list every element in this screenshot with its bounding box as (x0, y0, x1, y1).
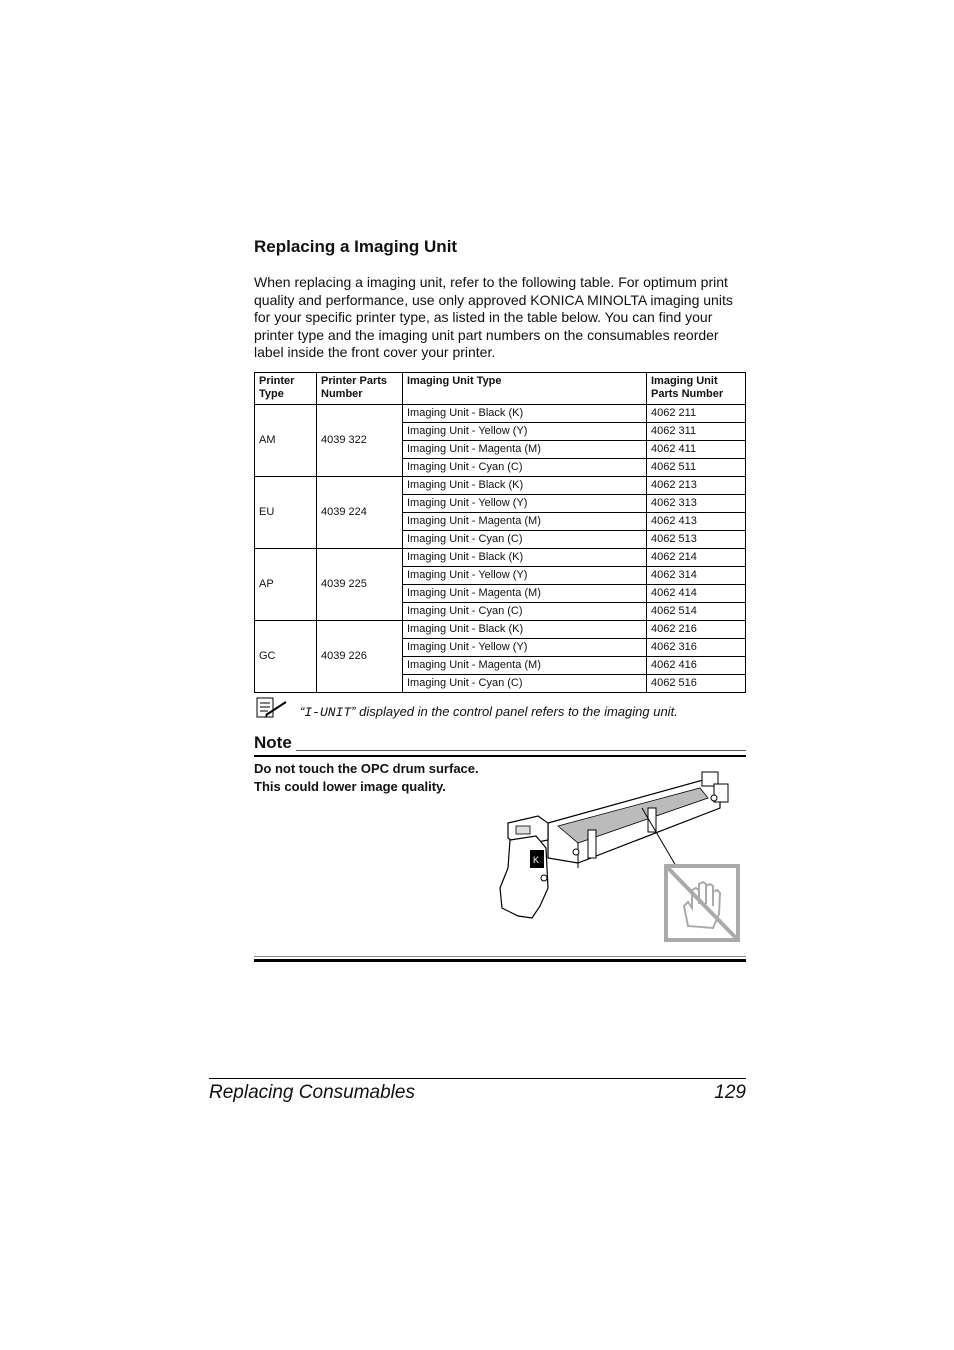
cell-imaging-unit-type: Imaging Unit - Cyan (C) (403, 603, 647, 621)
footer-page-number: 129 (714, 1082, 746, 1103)
note-rule-thin (296, 750, 746, 751)
cell-imaging-unit-type: Imaging Unit - Magenta (M) (403, 441, 647, 459)
cell-imaging-unit-type: Imaging Unit - Magenta (M) (403, 513, 647, 531)
cell-imaging-unit-type: Imaging Unit - Cyan (C) (403, 531, 647, 549)
cell-imaging-unit-type: Imaging Unit - Yellow (Y) (403, 423, 647, 441)
header-imaging-unit-type: Imaging Unit Type (403, 373, 647, 405)
note-bottom-rule-thin (254, 956, 746, 957)
cell-imaging-unit-parts-number: 4062 513 (647, 531, 746, 549)
cell-imaging-unit-parts-number: 4062 314 (647, 567, 746, 585)
note-rule-thick (254, 755, 746, 757)
cell-imaging-unit-type: Imaging Unit - Yellow (Y) (403, 567, 647, 585)
cell-imaging-unit-parts-number: 4062 511 (647, 459, 746, 477)
cell-printer-parts-number: 4039 226 (317, 621, 403, 693)
cell-imaging-unit-parts-number: 4062 414 (647, 585, 746, 603)
cell-printer-type: AM (255, 405, 317, 477)
cell-imaging-unit-type: Imaging Unit - Black (K) (403, 405, 647, 423)
tip-open-quote: “ (300, 704, 305, 719)
tip-rest: ” displayed in the control panel refers to the imaging unit. (351, 704, 678, 719)
notepad-pencil-icon (256, 697, 288, 719)
cell-imaging-unit-parts-number: 4062 413 (647, 513, 746, 531)
cell-imaging-unit-parts-number: 4062 311 (647, 423, 746, 441)
cell-imaging-unit-parts-number: 4062 316 (647, 639, 746, 657)
illustration-k-label: K (533, 855, 540, 865)
cell-printer-parts-number: 4039 224 (317, 477, 403, 549)
cell-printer-parts-number: 4039 225 (317, 549, 403, 621)
cell-imaging-unit-type: Imaging Unit - Black (K) (403, 549, 647, 567)
cell-imaging-unit-parts-number: 4062 313 (647, 495, 746, 513)
parts-table (254, 372, 746, 693)
table-header-row (255, 373, 746, 405)
cell-printer-type: AP (255, 549, 317, 621)
note-heading: Note (254, 733, 292, 752)
cell-imaging-unit-type: Imaging Unit - Black (K) (403, 477, 647, 495)
footer-chapter: Replacing Consumables (209, 1082, 415, 1103)
table-body (255, 405, 746, 693)
cell-imaging-unit-parts-number: 4062 213 (647, 477, 746, 495)
cell-imaging-unit-parts-number: 4062 416 (647, 657, 746, 675)
header-printer-parts-number: Printer Parts Number (317, 373, 403, 405)
table-row (255, 549, 746, 567)
cell-printer-type: EU (255, 477, 317, 549)
table-row (255, 621, 746, 639)
cell-imaging-unit-parts-number: 4062 211 (647, 405, 746, 423)
tip-code: I-UNIT (304, 705, 352, 720)
note-warning-text: Do not touch the OPC drum surface. This could lower image quality. (254, 761, 479, 794)
tip-text (300, 704, 678, 720)
table-row (255, 477, 746, 495)
cell-printer-type: GC (255, 621, 317, 693)
cell-imaging-unit-type: Imaging Unit - Yellow (Y) (403, 495, 647, 513)
table-row (255, 405, 746, 423)
note-bottom-rule-thick (254, 959, 746, 962)
header-printer-type: Printer Type (255, 373, 317, 405)
cell-imaging-unit-parts-number: 4062 214 (647, 549, 746, 567)
cell-imaging-unit-type: Imaging Unit - Yellow (Y) (403, 639, 647, 657)
cell-imaging-unit-type: Imaging Unit - Cyan (C) (403, 459, 647, 477)
intro-paragraph: When replacing a imaging unit, refer to the following table. For optimum print quality and performance, use only approved KONICA MINOLTA imaging units for your specific printer type, as listed in the table below. You can find your printer type and the imaging unit part numbers on the consumables reorder label inside the front cover your printer. (254, 274, 733, 361)
cell-imaging-unit-parts-number: 4062 411 (647, 441, 746, 459)
section-title: Replacing a Imaging Unit (254, 237, 458, 256)
imaging-unit-illustration (488, 768, 746, 948)
cell-imaging-unit-type: Imaging Unit - Magenta (M) (403, 657, 647, 675)
cell-imaging-unit-type: Imaging Unit - Black (K) (403, 621, 647, 639)
footer-rule (209, 1078, 746, 1079)
cell-imaging-unit-parts-number: 4062 514 (647, 603, 746, 621)
header-imaging-unit-parts-number: Imaging Unit Parts Number (647, 373, 746, 405)
cell-imaging-unit-parts-number: 4062 516 (647, 675, 746, 693)
cell-imaging-unit-parts-number: 4062 216 (647, 621, 746, 639)
cell-imaging-unit-type: Imaging Unit - Cyan (C) (403, 675, 647, 693)
cell-printer-parts-number: 4039 322 (317, 405, 403, 477)
cell-imaging-unit-type: Imaging Unit - Magenta (M) (403, 585, 647, 603)
